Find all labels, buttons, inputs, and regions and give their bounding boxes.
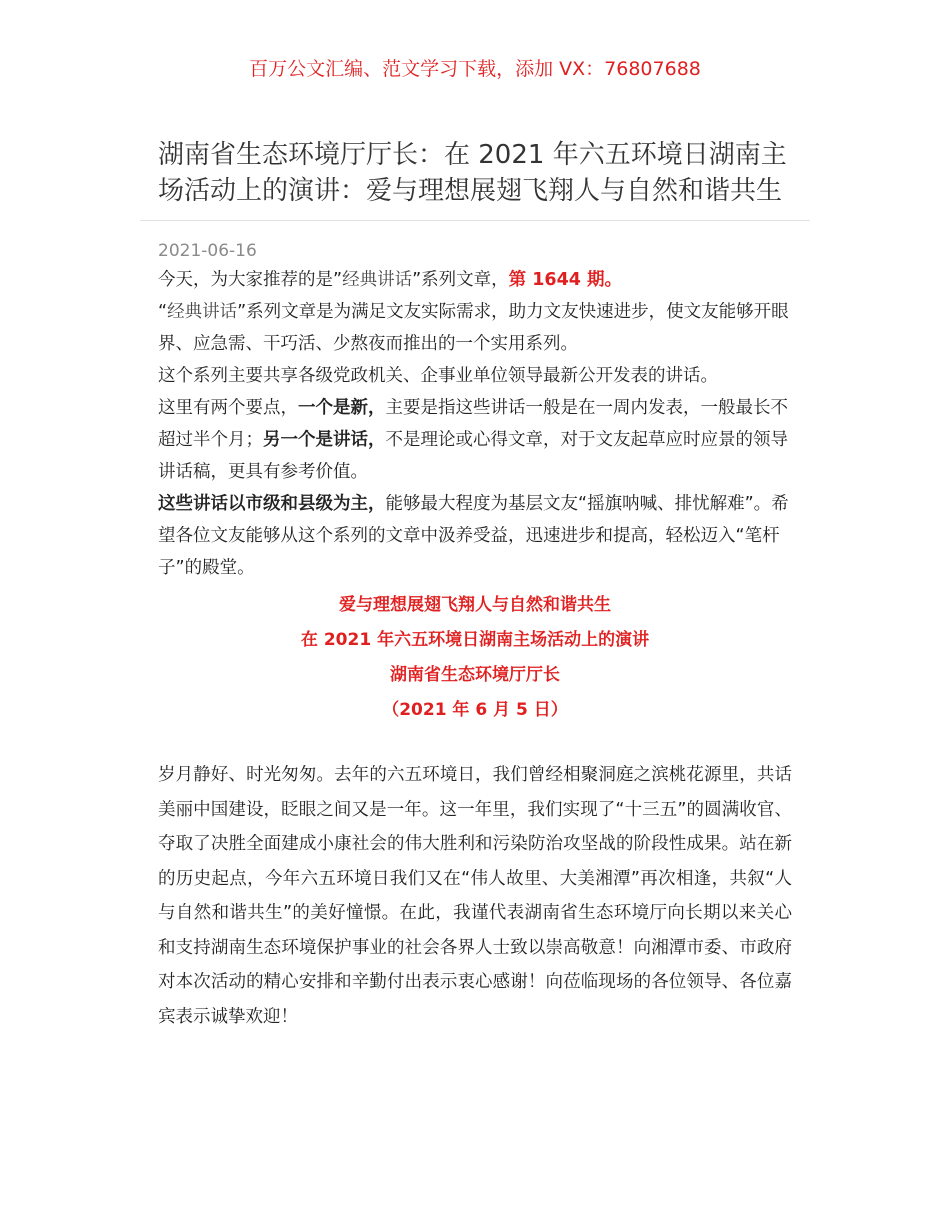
intro-text: 主要是指这些讲话一般是在一周内发表，一般最长不超过半个月； (158, 398, 788, 450)
intro-text: “ (158, 302, 168, 322)
series-name: 经典讲话 (167, 302, 238, 322)
speaker: 湖南省生态环境厅厅长 (390, 665, 560, 685)
series-name: 经典讲话 (342, 270, 413, 290)
intro-text: ”系列文章是为满足文友实际需求，助力文友快速进步，使文友能够开眼界、应急需、干巧活、少熬夜而推出的一个实用系列。 (158, 302, 789, 354)
speech-paragraph-1: 岁月静好、时光匆匆。去年的六五环境日，我们曾经相聚洞庭之滨桃花源里，共话美丽中国建设，眨眼之间又是一年。这一年里，我们实现了“十三五”的圆满收官、夺取了决胜全面建成小康社会的伟大胜利和污染防治攻坚战的阶段性成果。站在新的历史起点，今年六五环境日我们又在“伟人故里、大美湘潭”再次相逢，共叙“人与自然和谐共生”的美好憧憬。在此，我谨代表湖南省生态环境厅向长期以来关心和支持湖南生态环境保护事业的社会各界人士致以崇高敬意！向湘潭市委、市政府对本次活动的精心安排和辛勤付出表示衷心感谢！向莅临现场的各位领导、各位嘉宾表示诚挚欢迎！ (158, 765, 792, 1027)
intro-text: 这里有两个要点， (158, 398, 298, 418)
intro-paragraph-2 (158, 296, 792, 360)
intro-paragraph-3: 这个系列主要共享各级党政机关、企事业单位领导最新公开发表的讲话。 (158, 366, 718, 386)
speech-date: （2021 年 6 月 5 日） (382, 700, 568, 720)
speech-body (158, 758, 792, 1034)
intro-paragraph-1 (158, 264, 792, 296)
article-date: 2021-06-16 (158, 241, 257, 261)
intro-text: ”系列文章， (412, 270, 509, 290)
intro-section (158, 264, 792, 728)
article-title: 湖南省生态环境厅厅长：在 2021 年六五环境日湖南主场活动上的演讲：爱与理想展翅飞翔人与自然和谐共生 (158, 140, 787, 206)
emphasis-text: 一个是新， (298, 398, 386, 418)
intro-paragraph-5 (158, 488, 792, 584)
speech-occasion: 在 2021 年六五环境日湖南主场活动上的演讲 (300, 630, 650, 650)
speech-header (158, 588, 792, 728)
intro-text: 能够最大程度为基层文友“摇旗呐喊、排忧解难”。希望各位文友能够从这个系列的文章中汲养受益，迅速进步和提高，轻松迈入“笔杆子”的殿堂。 (158, 494, 789, 578)
title-divider (140, 220, 810, 221)
intro-text: 今天，为大家推荐的是” (158, 270, 343, 290)
intro-text: 不是理论或心得文章，对于文友起草应时应景的领导讲话稿，更具有参考价值。 (158, 430, 788, 482)
emphasis-text: 这些讲话以市级和县级为主， (158, 494, 386, 514)
issue-number: 第 1644 期。 (508, 270, 623, 290)
emphasis-text: 另一个是讲话， (263, 430, 386, 450)
promo-banner: 百万公文汇编、范文学习下载，添加 VX：76807688 (249, 58, 701, 80)
speech-title: 爱与理想展翅飞翔人与自然和谐共生 (339, 595, 611, 615)
intro-paragraph-4 (158, 392, 792, 488)
